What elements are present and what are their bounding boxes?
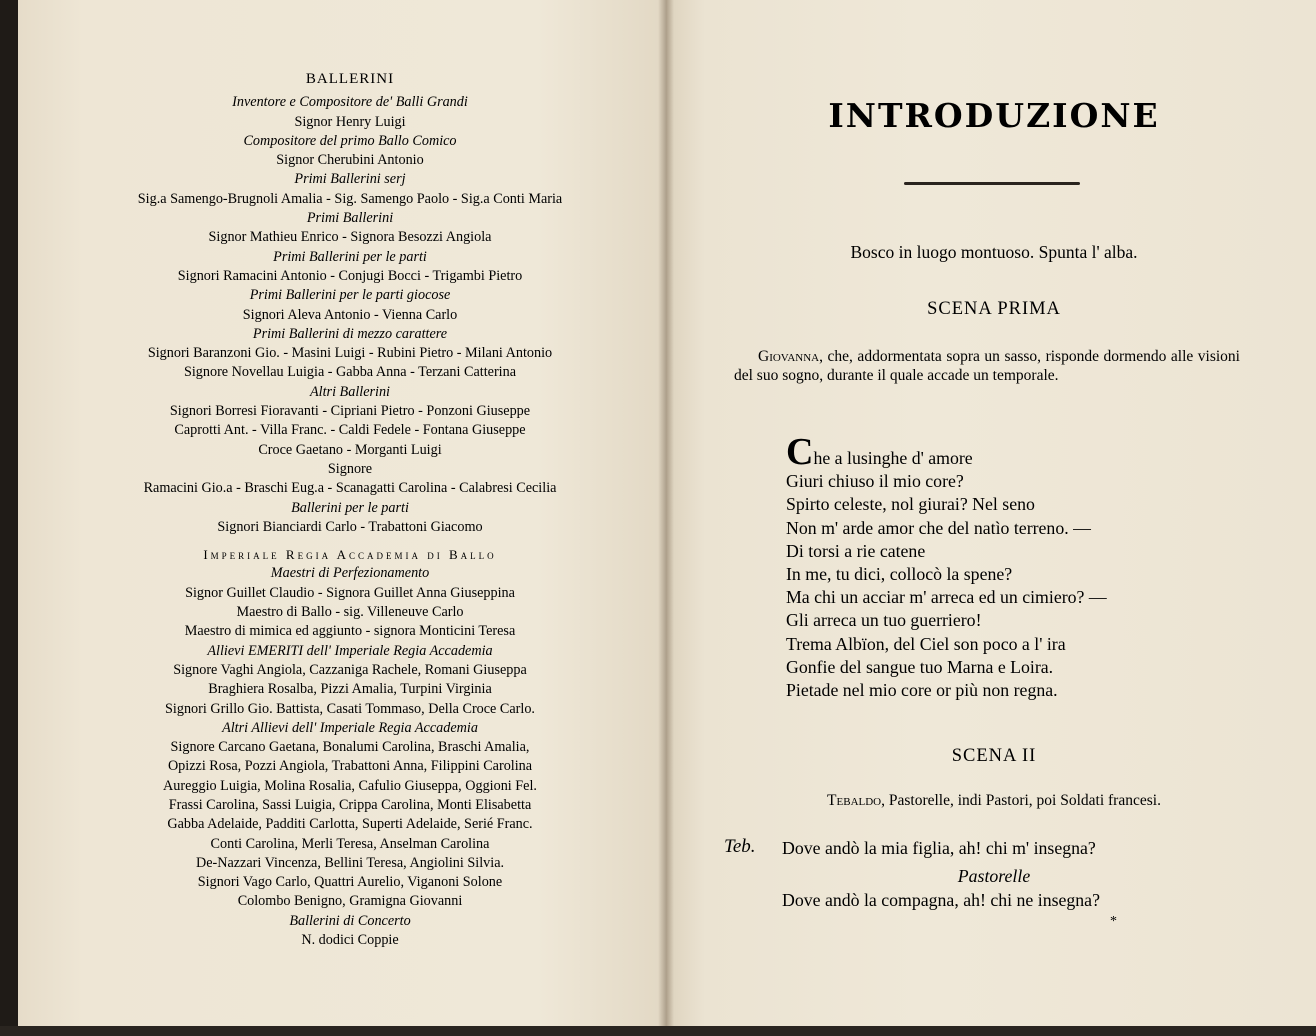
book-gutter: [658, 0, 674, 1036]
cast-line: Primi Ballerini: [306, 210, 394, 227]
academy-heading: Imperiale Regia Accademia di Ballo: [203, 547, 497, 563]
cast-line: Signori Ramacini Antonio - Conjugi Bocci - Trigambi Pietro: [177, 267, 523, 284]
verse-line: Di torsi a rie catene: [786, 540, 926, 561]
academy-line: Signore Carcano Gaetana, Bonalumi Carolina, Braschi Amalia,: [170, 739, 530, 756]
scene-one-heading: SCENA PRIMA: [927, 299, 1061, 319]
verse-line: Ma chi un acciar m' arreca ed un cimiero? —: [786, 587, 1107, 608]
academy-line: Signor Guillet Claudio - Signora Guillet Anna Giuseppina: [185, 584, 515, 601]
cast-list: [70, 70, 630, 950]
bottom-edge: [0, 1026, 1316, 1036]
academy-line: Ballerini di Concerto: [289, 912, 411, 929]
cast-line: Primi Ballerini di mezzo carattere: [252, 325, 448, 342]
cast-line: Signori Aleva Antonio - Vienna Carlo: [242, 306, 458, 323]
speaker-label: Teb.: [724, 836, 756, 857]
academy-line: Maestri di Perfezionamento: [270, 565, 430, 582]
cast-line: Signor Cherubini Antonio: [276, 152, 424, 169]
cast-line: Signori Borresi Fioravanti - Cipriani Pietro - Ponzoni Giuseppe: [169, 403, 531, 420]
cast-line: Caprotti Ant. - Villa Franc. - Caldi Fedele - Fontana Giuseppe: [174, 422, 526, 439]
cast-line: Altri Ballerini: [310, 383, 390, 400]
academy-line: Maestro di mimica ed aggiunto - signora Monticini Teresa: [184, 623, 516, 640]
verse-lines: [786, 470, 1246, 702]
academy-line: Allievi EMERITI dell' Imperiale Regia Accademia: [207, 642, 493, 659]
academy-line: Signore Vaghi Angiola, Cazzaniga Rachele, Romani Giuseppa: [173, 661, 527, 678]
verse-line: Trema Albïon, del Ciel son poco a l' ira: [786, 633, 1066, 654]
cast-line: Primi Ballerini per le parti: [273, 248, 427, 265]
academy-line: Aureggio Luigia, Molina Rosalia, Cafulio Giuseppa, Oggioni Fel.: [163, 777, 537, 794]
cast-line: Compositore del primo Ballo Comico: [243, 132, 457, 149]
academy-line: N. dodici Coppie: [301, 932, 399, 949]
academy-line: Frassi Carolina, Sassi Luigia, Crippa Carolina, Monti Elisabetta: [168, 796, 532, 813]
verse-line-text: he a lusinghe d' amore: [813, 448, 973, 468]
cast-line: Primi Ballerini serj: [294, 171, 406, 188]
academy-line: Signori Vago Carlo, Quattri Aurelio, Viganoni Solone: [197, 874, 503, 891]
verse-line: Gli arreca un tuo guerriero!: [786, 610, 982, 631]
cast-line: Croce Gaetano - Morganti Luigi: [258, 441, 442, 458]
academy-line: Altri Allievi dell' Imperiale Regia Accademia: [222, 719, 478, 736]
page-title: INTRODUZIONE: [828, 96, 1160, 135]
academy-line: Conti Carolina, Merli Teresa, Anselman Carolina: [210, 835, 490, 852]
academy-line: Gabba Adelaide, Padditi Carlotta, Superti Adelaide, Serié Franc.: [167, 816, 533, 833]
cast-line: Signore: [327, 460, 373, 477]
academy-line: Colombo Benigno, Gramigna Giovanni: [237, 893, 463, 910]
verse-line: In me, tu dici, collocò la spene?: [786, 564, 1013, 585]
title-rule: [904, 182, 1080, 185]
dialogue-line: Dove andò la compagna, ah! chi ne insegna?: [782, 890, 1100, 910]
verse-line: [786, 431, 1246, 473]
dialogue-line: Dove andò la mia figlia, ah! chi m' insegna?: [782, 838, 1096, 858]
stage-direction-two: [720, 792, 1268, 810]
academy-line: Maestro di Ballo - sig. Villeneuve Carlo: [236, 604, 464, 621]
verse-line: Gonfie del sangue tuo Marna e Loira.: [786, 656, 1054, 677]
cast-line: Signor Henry Luigi: [294, 113, 406, 130]
verse-line: Non m' arde amor che del natìo terreno. —: [786, 517, 1091, 538]
stage-direction-text: , che, addormentata sopra un sasso, risponde dormendo alle visioni del suo sogno, durante il quale accade un temporale.: [734, 348, 1240, 384]
cast-line: Signor Mathieu Enrico - Signora Besozzi Angiola: [208, 229, 492, 246]
verse-line: Pietade nel mio core or più non regna.: [786, 680, 1058, 701]
academy-line: Opizzi Rosa, Pozzi Angiola, Trabattoni Anna, Filippini Carolina: [167, 758, 533, 775]
drop-cap: C: [786, 431, 814, 473]
cast-lines: [70, 93, 630, 537]
cast-line: Inventore e Compositore de' Balli Grandi: [232, 94, 468, 111]
cast-line: Sig.a Samengo-Brugnoli Amalia - Sig. Samengo Paolo - Sig.a Conti Maria: [137, 190, 563, 207]
verse-line: Spirto celeste, nol giurai? Nel seno: [786, 494, 1035, 515]
academy-lines: [70, 564, 630, 950]
cast-line: Ballerini per le parti: [291, 499, 409, 516]
scene-two-heading: SCENA II: [951, 746, 1037, 766]
cast-line: Primi Ballerini per le parti giocose: [249, 287, 451, 304]
speaker-label-chorus: Pastorelle: [957, 866, 1031, 886]
verse-line: Giuri chiuso il mio core?: [786, 471, 964, 492]
academy-line: Braghiera Rosalba, Pizzi Amalia, Turpini Virginia: [208, 681, 492, 698]
cast-line: Signori Bianciardi Carlo - Trabattoni Giacomo: [217, 518, 483, 535]
cast-line: Ramacini Gio.a - Braschi Eug.a - Scanagatti Carolina - Calabresi Cecilia: [143, 480, 557, 497]
stage-speaker-two: Tebaldo: [827, 792, 882, 809]
verse-block: [786, 431, 1246, 702]
section-heading: BALLERINI: [305, 71, 395, 87]
stage-direction: [734, 348, 1240, 385]
stage-direction-two-text: , Pastorelle, indi Pastori, poi Soldati francesi.: [881, 792, 1161, 809]
cast-line: Signori Baranzoni Gio. - Masini Luigi - Rubini Pietro - Milani Antonio: [147, 345, 553, 362]
catchword: *: [1110, 914, 1117, 929]
academy-line: De-Nazzari Vincenza, Bellini Teresa, Angiolini Silvia.: [195, 854, 505, 871]
scene-setting: Bosco in luogo montuoso. Spunta l' alba.: [850, 242, 1138, 262]
stage-speaker: Giovanna: [758, 348, 820, 365]
academy-line: Signori Grillo Gio. Battista, Casati Tommaso, Della Croce Carlo.: [165, 700, 535, 717]
cast-line: Signore Novellau Luigia - Gabba Anna - Terzani Catterina: [183, 364, 517, 381]
